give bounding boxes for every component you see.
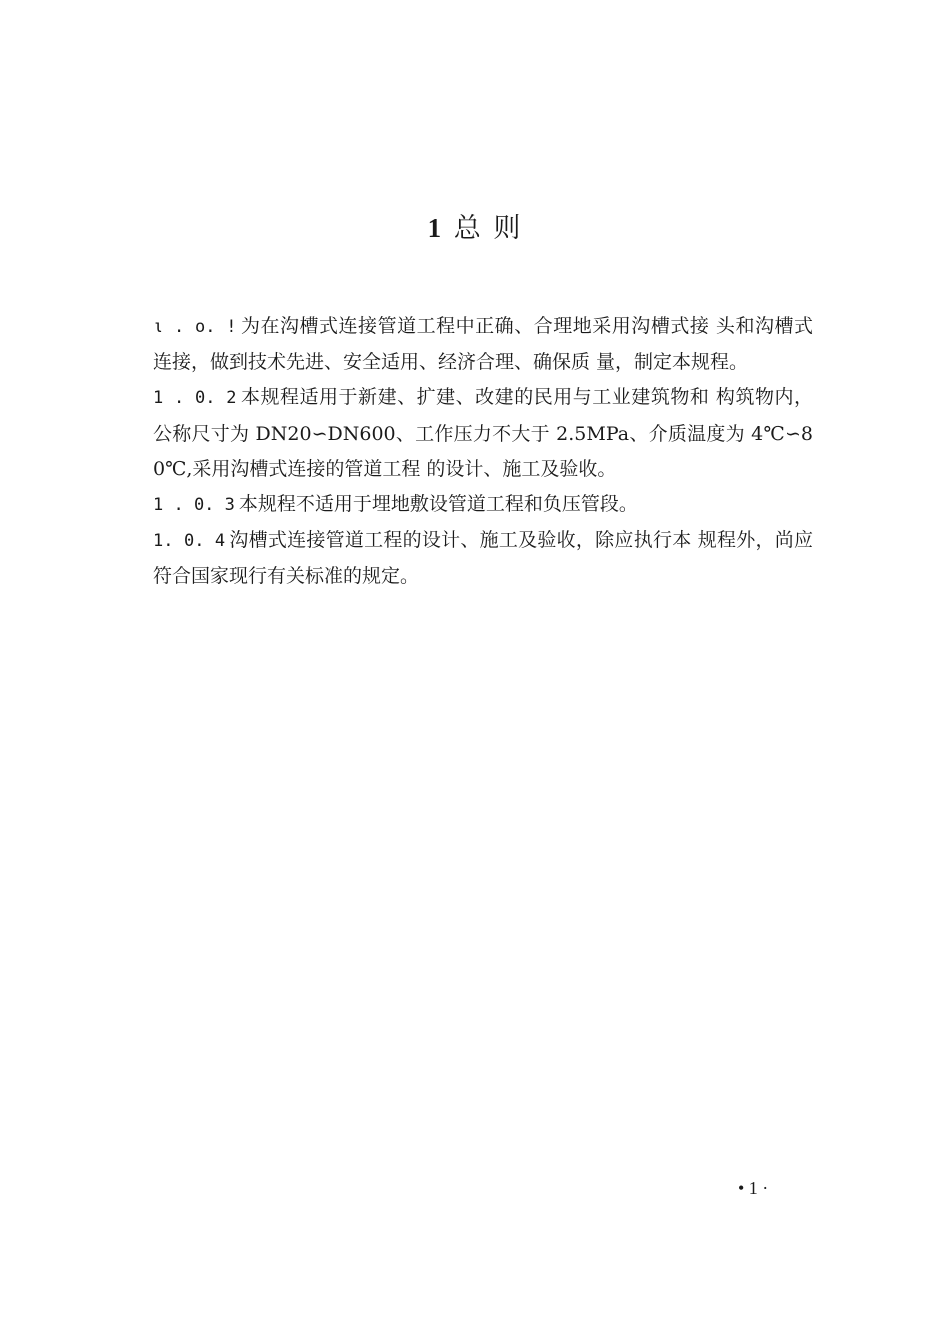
chapter-body (153, 309, 813, 595)
page-number: • 1 · (738, 1178, 769, 1198)
clause-1-0-2 (153, 380, 813, 487)
clause-text: 沟槽式连接管道工程的设计、施工及验收，除应执行本 规程外，尚应符合国家现行有关标准的规定。 (153, 529, 813, 588)
chapter-title-text: 总 则 (453, 213, 523, 244)
clause-number: 1. 0. 4 (153, 531, 226, 552)
chapter-number: 1 (427, 213, 444, 243)
clause-1-0-3 (153, 487, 813, 523)
clause-number: 1 . 0. 2 (153, 388, 237, 409)
clause-number: 1 . 0. 3 (153, 495, 235, 516)
clause-text: 本规程不适用于埋地敷设管道工程和负压管段。 (238, 493, 638, 516)
chapter-title (0, 206, 950, 251)
clause-number: ι . o. ! (153, 317, 237, 337)
clause-1-0-1 (153, 309, 813, 380)
clause-1-0-4 (153, 523, 813, 594)
clause-text: 本规程适用于新建、扩建、改建的民用与工业建筑物和 构筑物内，公称尺寸为 DN20∽DN600、工作压力不大于 2.5MPa、介质温度为 4℃∽80℃,采用沟槽式连接的管道工程 的设计、施工及验收。 (153, 386, 813, 480)
clause-text: 为在沟槽式连接管道工程中正确、合理地采用沟槽式接 头和沟槽式连接，做到技术先进、安全适用、经济合理、确保质 量，制定本规程。 (153, 315, 813, 374)
